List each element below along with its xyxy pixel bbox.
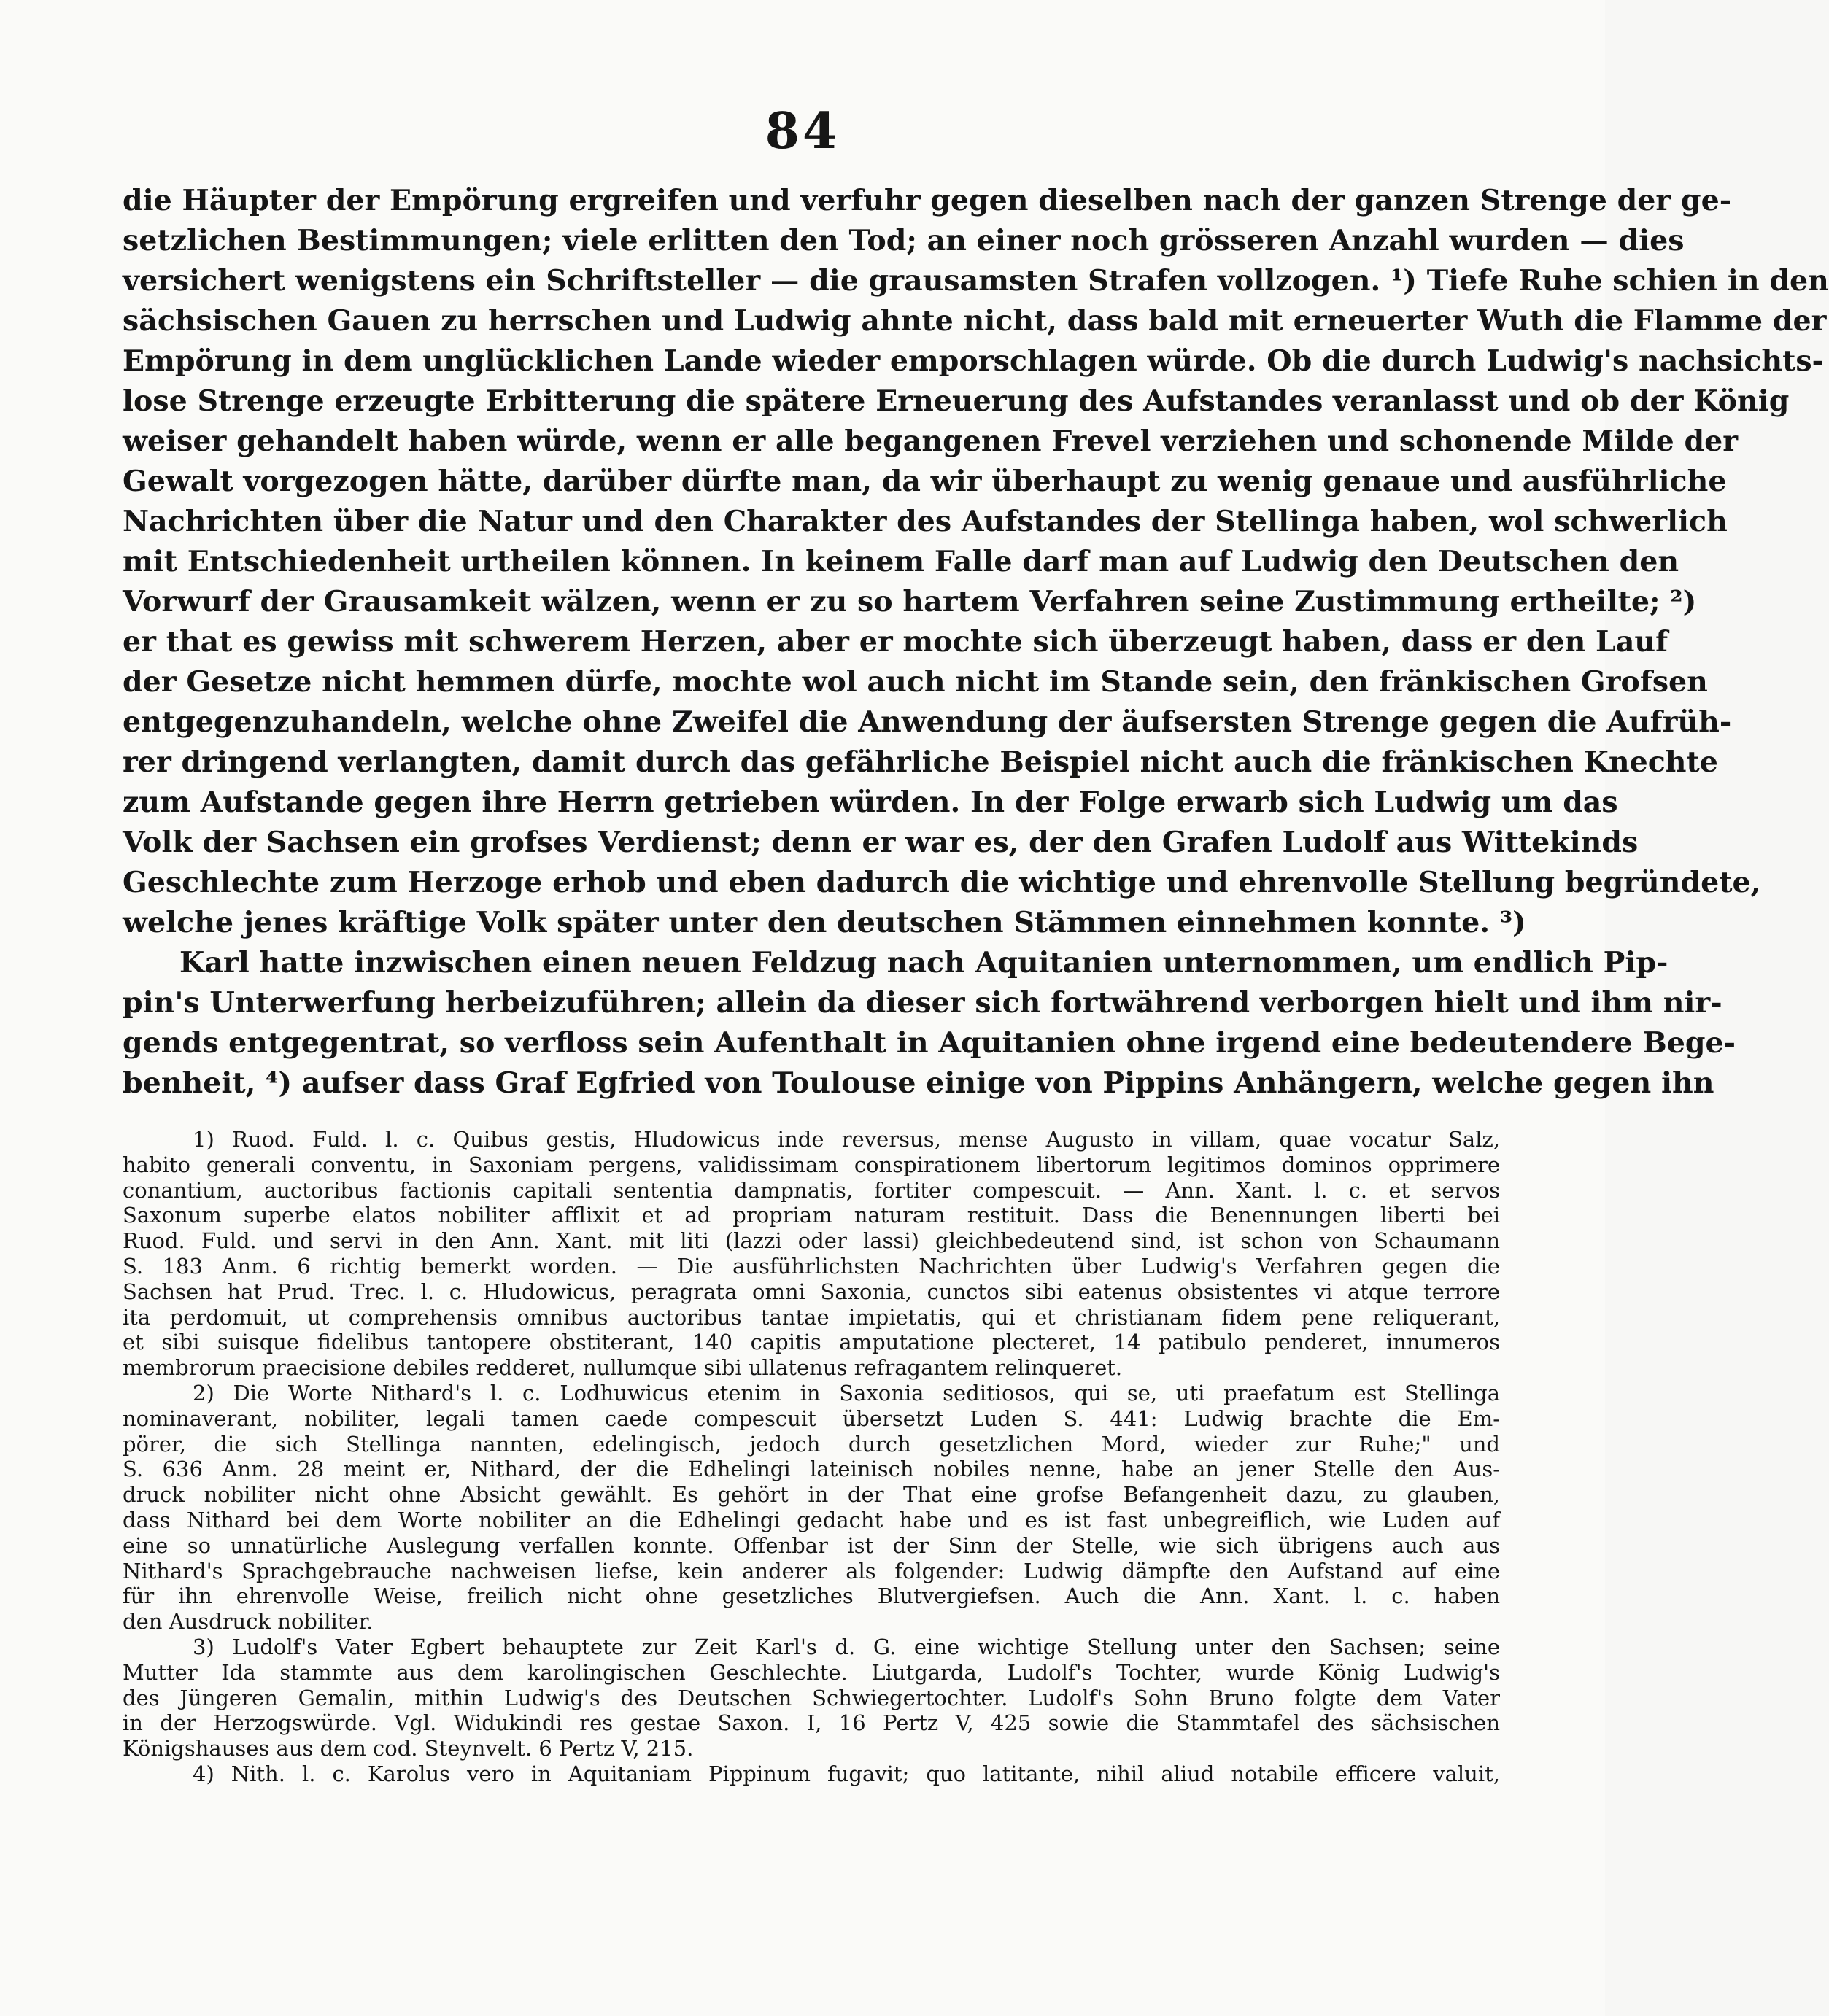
- footnote-line: Saxonum superbe elatos nobiliter afflixit et ad propriam naturam restituit. Dass die Benennungen liberti bei: [123, 1203, 1500, 1228]
- text-line: setzlichen Bestimmungen; viele erlitten den Tod; an einer noch grösseren Anzahl wurden — dies: [123, 224, 1685, 257]
- text-line: mit Entschiedenheit urtheilen können. In keinem Falle darf man auf Ludwig den Deutschen den: [123, 545, 1679, 578]
- footnote-line: den Ausdruck nobiliter.: [123, 1609, 374, 1635]
- text-line: rer dringend verlangten, damit durch das gefährliche Beispiel nicht auch die fränkischen Knechte: [123, 745, 1718, 779]
- footnote-line: 1) Ruod. Fuld. l. c. Quibus gestis, Hludowicus inde reversus, mense Augusto in villam, quae vocatur Salz,: [193, 1127, 1500, 1152]
- footnote-line: habito generali conventu, in Saxoniam pergens, validissimam conspirationem libertorum legitimos dominos opprimere: [123, 1152, 1500, 1177]
- text-line: Nachrichten über die Natur und den Charakter des Aufstandes der Stellinga haben, wol schwerlich: [123, 505, 1728, 538]
- footnote-line: pörer, die sich Stellinga nannten, edelingisch, jedoch durch gesetzlichen Mord, wieder zur Ruhe;" und: [123, 1431, 1500, 1457]
- footnote-line: S. 183 Anm. 6 richtig bemerkt worden. — Die ausführlichsten Nachrichten über Ludwig's Verfahren gegen die: [123, 1253, 1500, 1279]
- footnote-line: des Jüngeren Gemalin, mithin Ludwig's des Deutschen Schwiegertochter. Ludolf's Sohn Bruno folgte dem Vater: [123, 1685, 1500, 1710]
- page-number: 84: [765, 102, 840, 160]
- footnote-line: Ruod. Fuld. und servi in den Ann. Xant. mit liti (lazzi oder lassi) gleichbedeutend sind, ist schon von Schaumann: [123, 1228, 1500, 1254]
- footnote-line: nominaverant, nobiliter, legali tamen caede compescuit übersetzt Luden S. 441: Ludwig brachte die Em-: [123, 1406, 1500, 1431]
- footnote-line: conantium, auctoribus factionis capitali sententia dampnatis, fortiter compescuit. — Ann. Xant. l. c. et servos: [123, 1177, 1500, 1203]
- text-line: benheit, ⁴) aufser dass Graf Egfried von Toulouse einige von Pippins Anhängern, welche gegen ihn: [123, 1066, 1714, 1100]
- text-line: welche jenes kräftige Volk später unter den deutschen Stämmen einnehmen konnte. ³): [123, 906, 1526, 939]
- footnote-line: für ihn ehrenvolle Weise, freilich nicht ohne gesetzliches Blutvergiefsen. Auch die Ann. Xant. l. c. haben: [123, 1583, 1500, 1609]
- text-line: entgegenzuhandeln, welche ohne Zweifel die Anwendung der äufsersten Strenge gegen die Aufrüh-: [123, 705, 1732, 739]
- text-line: er that es gewiss mit schwerem Herzen, aber er mochte sich überzeugt haben, dass er den Lauf: [123, 625, 1668, 659]
- footnote-line: Sachsen hat Prud. Trec. l. c. Hludowicus, peragrata omni Saxonia, cunctos sibi eatenus obsistentes vi atque terrore: [123, 1279, 1500, 1304]
- text-line: Volk der Sachsen ein grofses Verdienst; denn er war es, der den Grafen Ludolf aus Wittekinds: [123, 826, 1639, 859]
- footnote-line: Mutter Ida stammte aus dem karolingischen Geschlechte. Liutgarda, Ludolf's Tochter, wurde König Ludwig's: [123, 1659, 1500, 1685]
- text-line: der Gesetze nicht hemmen dürfe, mochte wol auch nicht im Stande sein, den fränkischen Grofsen: [123, 665, 1708, 699]
- text-line: versichert wenigstens ein Schriftsteller — die grausamsten Strafen vollzogen. ¹) Tiefe Ruhe schien in den: [123, 264, 1829, 298]
- footnote-line: 3) Ludolf's Vater Egbert behauptete zur Zeit Karl's d. G. eine wichtige Stellung unter den Sachsen; seine: [193, 1634, 1500, 1659]
- text-line: Empörung in dem unglücklichen Lande wieder emporschlagen würde. Ob die durch Ludwig's nachsichts-: [123, 344, 1824, 378]
- text-line: weiser gehandelt haben würde, wenn er alle begangenen Frevel verziehen und schonende Milde der: [123, 424, 1739, 458]
- footnotes: [123, 1127, 1500, 1787]
- footnote-line: dass Nithard bei dem Worte nobiliter an die Edhelingi gedacht habe und es ist fast unbegreiflich, wie Luden auf: [123, 1507, 1500, 1532]
- footnote-line: eine so unnatürliche Auslegung verfallen konnte. Offenbar ist der Sinn der Stelle, wie sich übrigens auch aus: [123, 1532, 1500, 1558]
- text-line: Karl hatte inzwischen einen neuen Feldzug nach Aquitanien unternommen, um endlich Pip-: [179, 946, 1668, 980]
- footnote-line: druck nobiliter nicht ohne Absicht gewählt. Es gehört in der That eine grofse Befangenheit dazu, zu glauben,: [123, 1482, 1500, 1508]
- footnote-line: ita perdomuit, ut comprehensis omnibus auctoribus tantae impietatis, qui et christianam fidem pene reliquerant,: [123, 1304, 1500, 1330]
- footnote-line: et sibi suisque fidelibus tantopere obstiterant, 140 capitis amputatione plecteret, 14 patibulo penderet, innumeros: [123, 1330, 1500, 1355]
- text-line: pin's Unterwerfung herbeizuführen; allein da dieser sich fortwährend verborgen hielt und ihm nir-: [123, 986, 1722, 1020]
- text-line: zum Aufstande gegen ihre Herrn getrieben würden. In der Folge erwarb sich Ludwig um das: [123, 786, 1618, 819]
- text-line: die Häupter der Empörung ergreifen und verfuhr gegen dieselben nach der ganzen Strenge der ge-: [123, 184, 1732, 217]
- text-line: Vorwurf der Grausamkeit wälzen, wenn er zu so hartem Verfahren seine Zustimmung ertheilte; ²): [123, 585, 1697, 619]
- footnote-line: in der Herzogswürde. Vgl. Widukindi res gestae Saxon. I, 16 Pertz V, 425 sowie die Stammtafel des sächsischen: [123, 1710, 1500, 1736]
- footnote-line: 4) Nith. l. c. Karolus vero in Aquitaniam Pippinum fugavit; quo latitante, nihil aliud notabile efficere valuit,: [193, 1761, 1500, 1786]
- footnote-line: 2) Die Worte Nithard's l. c. Lodhuwicus etenim in Saxonia seditiosos, qui se, uti praefatum est Stellinga: [193, 1380, 1500, 1406]
- text-line: gends entgegentrat, so verfloss sein Aufenthalt in Aquitanien ohne irgend eine bedeutendere Bege-: [123, 1026, 1736, 1060]
- text-line: sächsischen Gauen zu herrschen und Ludwig ahnte nicht, dass bald mit erneuerter Wuth die Flamme der: [123, 304, 1827, 338]
- text-line: lose Strenge erzeugte Erbitterung die spätere Erneuerung des Aufstandes veranlasst und ob der König: [123, 384, 1790, 418]
- footnote-line: membrorum praecisione debiles redderet, nullumque sibi ullatenus refragantem relinqueret.: [123, 1355, 1123, 1381]
- main-text: [123, 181, 1829, 1104]
- footnote-line: S. 636 Anm. 28 meint er, Nithard, der die Edhelingi lateinisch nobiles nenne, habe an jener Stelle den Aus-: [123, 1457, 1500, 1482]
- text-line: Gewalt vorgezogen hätte, darüber dürfte man, da wir überhaupt zu wenig genaue und ausführliche: [123, 465, 1727, 498]
- footnote-line: Königshauses aus dem cod. Steynvelt. 6 Pertz V, 215.: [123, 1736, 694, 1761]
- text-line: Geschlechte zum Herzoge erhob und eben dadurch die wichtige und ehrenvolle Stellung begründete,: [123, 866, 1761, 899]
- footnote-line: Nithard's Sprachgebrauche nachweisen liefse, kein anderer als folgender: Ludwig dämpfte den Aufstand auf eine: [123, 1558, 1500, 1583]
